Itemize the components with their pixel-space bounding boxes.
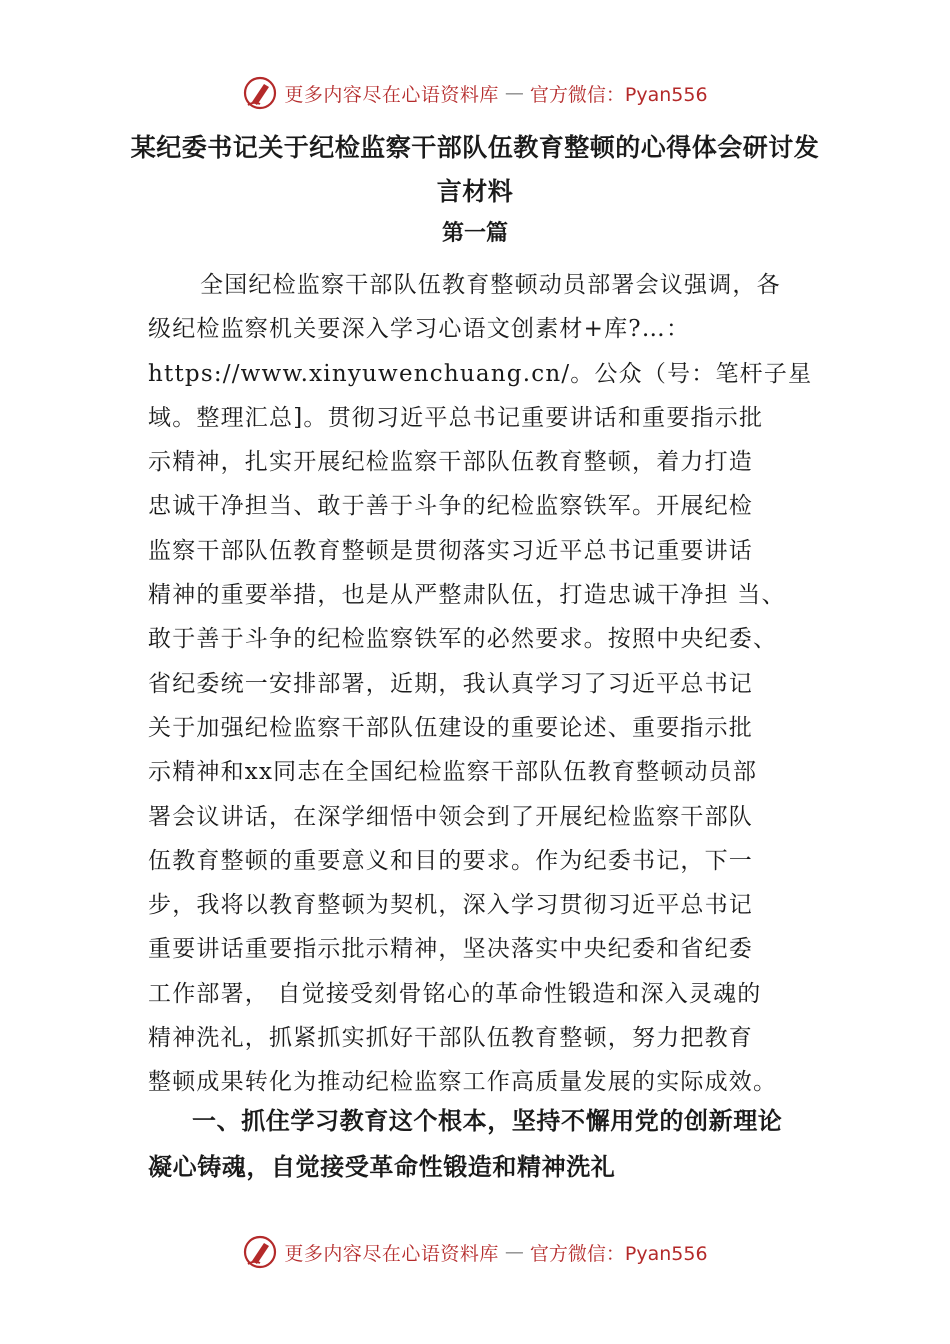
watermark-banner-bottom <box>0 1232 950 1272</box>
paragraph-line: 敢于善于斗争的纪检监察铁军的必然要求。按照中央纪委、 <box>148 626 778 653</box>
watermark-contact: 官方微信：Pyan556 <box>529 1242 708 1265</box>
paragraph-line: 伍教育整顿的重要意义和目的要求。作为纪委书记，下一 <box>148 847 753 874</box>
paragraph-line: 示精神，扎实开展纪检监察干部队伍教育整顿，着力打造 <box>148 449 753 476</box>
paragraph-line: 步，我将以教育整顿为契机，深入学习贯彻习近平总书记 <box>148 892 753 919</box>
paragraph-line: 域。整理汇总]。贯彻习近平总书记重要讲话和重要指示批 <box>148 404 764 431</box>
body-paragraph <box>148 263 828 1105</box>
paragraph-line: 精神的重要举措，也是从严整肃队伍，打造忠诚干净担 当、 <box>148 582 786 609</box>
watermark-contact: 官方微信：Pyan556 <box>529 83 708 106</box>
watermark-separator: — <box>504 1241 524 1263</box>
paragraph-line: 精神洗礼，抓紧抓实抓好干部队伍教育整顿，努力把教育 <box>148 1025 753 1052</box>
paragraph-line: 忠诚干净担当、敢于善于斗争的纪检监察铁军。开展纪检 <box>148 493 753 520</box>
watermark-banner-top <box>0 73 950 113</box>
watermark-text: 更多内容尽在心语资料库 <box>284 1242 499 1265</box>
section-heading <box>148 1098 828 1190</box>
paragraph-line: 重要讲话重要指示批示精神，坚决落实中央纪委和省纪委 <box>148 936 753 963</box>
section-heading-line: 凝心铸魂，自觉接受革命性锻造和精神洗礼 <box>148 1153 616 1181</box>
paragraph-line: 监察干部队伍教育整顿是贯彻落实习近平总书记重要讲话 <box>148 537 753 564</box>
paragraph-line: https://www.xinyuwenchuang.cn/。公众（号：笔杆子星 <box>148 360 813 387</box>
watermark-text: 更多内容尽在心语资料库 <box>284 83 499 106</box>
paragraph-line: 全国纪检监察干部队伍教育整顿动员部署会议强调，各 <box>200 272 781 298</box>
paragraph-line: 关于加强纪检监察干部队伍建设的重要论述、重要指示批 <box>148 714 753 741</box>
section-heading-line: 一、抓住学习教育这个根本，坚持不懈用党的创新理论 <box>192 1107 783 1135</box>
document-subtitle: 第一篇 <box>441 221 508 246</box>
paragraph-line: 整顿成果转化为推动纪检监察工作高质量发展的实际成效。 <box>148 1069 778 1096</box>
watermark-separator: — <box>504 82 524 104</box>
paragraph-line: 示精神和xx同志在全国纪检监察干部队伍教育整顿动员部 <box>148 759 758 786</box>
paragraph-line: 署会议讲话，在深学细悟中领会到了开展纪检监察干部队 <box>148 803 753 830</box>
paragraph-line: 省纪委统一安排部署，近期，我认真学习了习近平总书记 <box>148 670 753 697</box>
pen-logo-icon <box>242 75 278 111</box>
pen-logo-icon <box>242 1234 278 1270</box>
paragraph-line: 工作部署， 自觉接受刻骨铭心的革命性锻造和深入灵魂的 <box>148 980 762 1007</box>
paragraph-line: 级纪检监察机关要深入学习心语文创素材+库?…： <box>148 316 691 343</box>
document-title: 某纪委书记关于纪检监察干部队伍教育整顿的心得体会研讨发言材料 <box>130 133 820 206</box>
